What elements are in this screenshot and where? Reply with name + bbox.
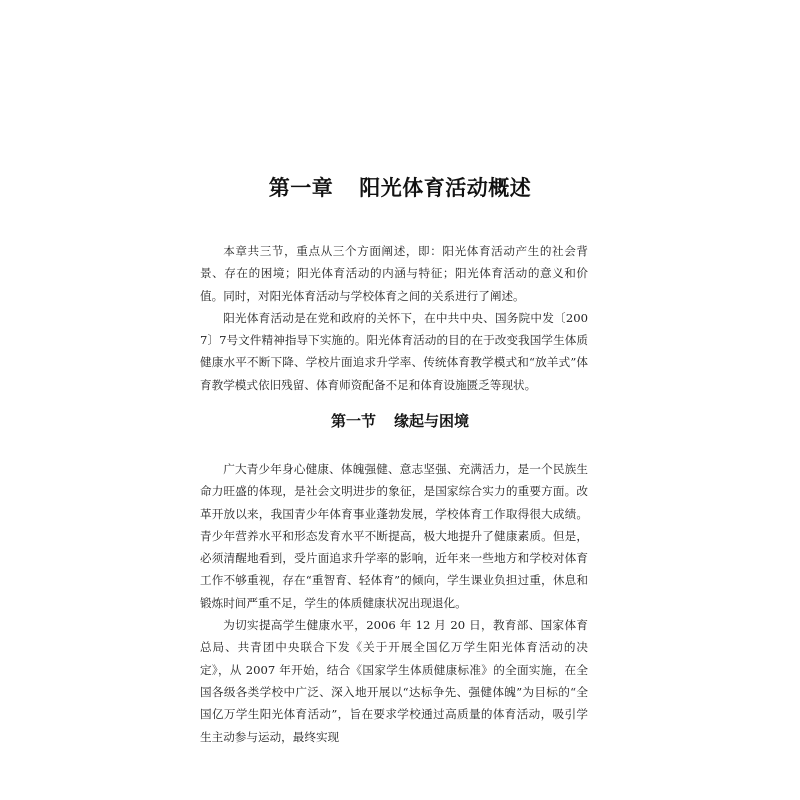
section-title xyxy=(0,410,800,431)
chapter-title-text: 阳光体育活动概述 xyxy=(359,176,532,200)
body-paragraph: 为切实提高学生健康水平，2006 年 12 月 20 日，教育部、国家体育总局、共青团中央联合下发《关于开展全国亿万学生阳光体育活动的决定》，从 2007 年开始，结合《国家学生体质健康标准》的全面实施，在全国各级各类学校中广泛、深入地开展以“达标争先、强健体魄”为目标的“全国亿万学生阳光体育活动”，旨在要求学校通过高质量的体育活动，吸引学生主动参与运动，最终实现 xyxy=(200,618,588,744)
section-title-text: 缘起与困境 xyxy=(394,412,470,430)
section-number: 第一节 xyxy=(330,412,376,430)
chapter-intro xyxy=(200,240,588,396)
chapter-title xyxy=(0,172,800,202)
intro-paragraph: 阳光体育活动是在党和政府的关怀下，在中共中央、国务院中发〔2007〕7号文件精神指导下实施的。阳光体育活动的目的在于改变我国学生体质健康水平不断下降、学校片面追求升学率、传统体育教学模式和“放羊式”体育教学模式依旧残留、体育师资配备不足和体育设施匮乏等现状。 xyxy=(200,310,588,392)
intro-paragraph: 本章共三节，重点从三个方面阐述，即：阳光体育活动产生的社会背景、存在的困境；阳光体育活动的内涵与特征；阳光体育活动的意义和价值。同时，对阳光体育活动与学校体育之间的关系进行了阐述。 xyxy=(200,244,588,303)
body-paragraph: 广大青少年身心健康、体魄强健、意志坚强、充满活力，是一个民族生命力旺盛的体现，是社会文明进步的象征，是国家综合实力的重要方面。改革开放以来，我国青少年体育事业蓬勃发展，学校体育工作取得很大成绩。青少年营养水平和形态发育水平不断提高，极大地提升了健康素质。但是，必须清醒地看到，受片面追求升学率的影响，近年来一些地方和学校对体育工作不够重视，存在“重智育、轻体育”的倾向，学生课业负担过重，休息和锻炼时间严重不足，学生的体质健康状况出现退化。 xyxy=(200,462,588,610)
chapter-number: 第一章 xyxy=(268,176,334,200)
section-body xyxy=(200,458,588,748)
